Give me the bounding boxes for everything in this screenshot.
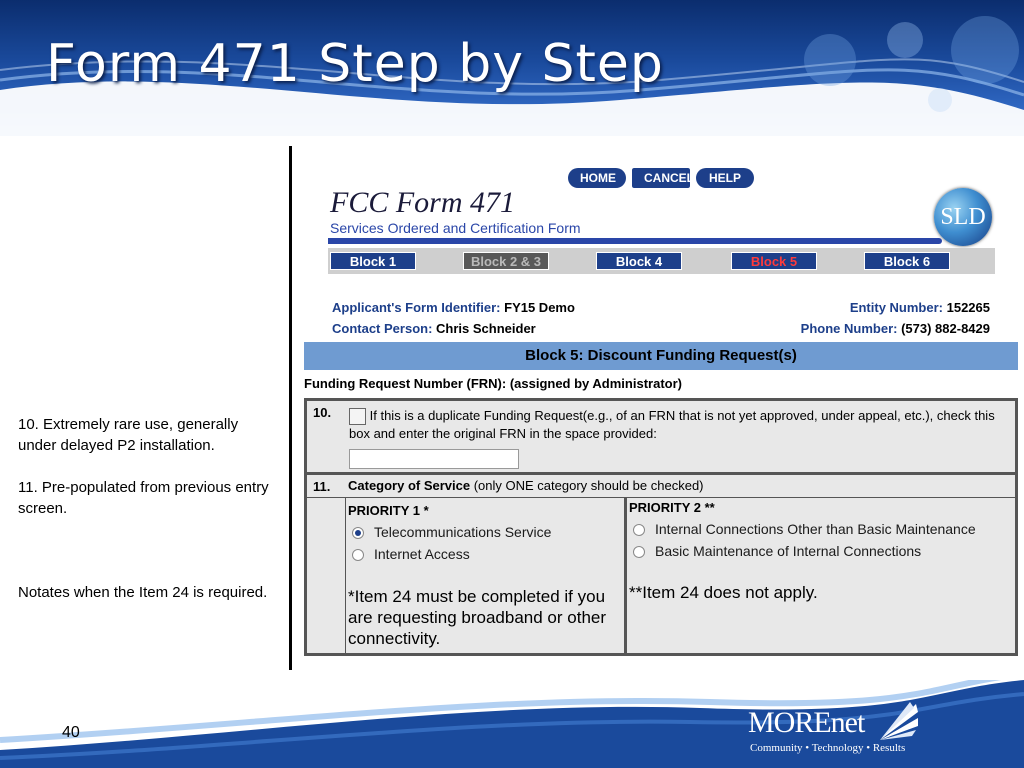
tab-block-2-3: Block 2 & 3 [463,252,549,270]
home-button[interactable]: HOME [568,168,626,188]
option-label: Basic Maintenance of Internal Connections [655,543,922,559]
morenet-logo [748,700,948,760]
priority-2-note: **Item 24 does not apply. [629,583,818,602]
help-button[interactable]: HELP [696,168,754,188]
page-number: 40 [62,724,80,741]
phone-number-label: Phone Number: [800,321,898,336]
priority-1-title: PRIORITY 1 * [348,503,429,518]
option-label: Internal Connections Other than Basic Maintenance [655,521,976,537]
radio-selected-icon[interactable] [352,527,364,539]
slide-header [0,0,1024,136]
note-item-10: 10. Extremely rare use, generally under delayed P2 installation. [18,416,239,454]
entity-number [850,300,990,315]
item-11-number-spacer [307,498,345,653]
title-rule [328,238,942,244]
frn-label: Funding Request Number (FRN): (assigned by Administrator) [304,376,682,391]
item-10-cell [345,401,1015,472]
entity-number-value: 152265 [946,300,990,315]
applicant-identifier-label: Applicant's Form Identifier: [332,300,501,315]
notes [18,414,280,603]
sld-logo: SLD [934,188,992,246]
cancel-button[interactable]: CANCEL [632,168,690,188]
entity-number-label: Entity Number: [849,300,943,315]
applicant-identifier [332,300,575,315]
contact-person-value: Chris Schneider [436,321,536,336]
radio-icon[interactable] [633,524,645,536]
contact-person [332,321,536,336]
block-tabs [328,248,995,274]
original-frn-input[interactable] [349,449,519,469]
category-of-service-label: Category of Service [348,478,471,493]
form-title: FCC Form 471 [330,186,516,219]
tab-block-4[interactable]: Block 4 [596,252,682,270]
priority-1-cell [346,498,624,653]
option-label: Telecommunications Service [374,524,552,540]
priority-2-cell [627,498,1015,653]
contact-person-label: Contact Person: [332,321,433,336]
note-item-11: 11. Pre-populated from previous entry screen. [18,479,269,517]
category-of-service-hint: (only ONE category should be checked) [470,478,704,493]
item-10-text: If this is a duplicate Funding Request(e.g., of an FRN that is not yet approved, under appeal, etc.), check this box and enter the original FRN in the space provided: [349,408,995,442]
tab-block-5[interactable]: Block 5 [731,252,817,270]
tab-block-1[interactable]: Block 1 [330,252,416,270]
logo-tagline: Community • Technology • Results [750,742,906,754]
priority-1-note: *Item 24 must be completed if you are requesting broadband or other connectivity. [348,587,607,648]
phone-number-value: (573) 882-8429 [901,321,990,336]
slide-title: Form 471 Step by Step [46,34,664,94]
logo-fan-icon [876,700,920,744]
option-internet-access[interactable] [352,546,470,562]
item-10-text-row [349,407,999,443]
radio-icon[interactable] [633,546,645,558]
applicant-identifier-value: FY15 Demo [504,300,575,315]
item-11-number: 11. [307,475,345,497]
option-telecommunications-service[interactable] [352,524,551,540]
form-panel [304,164,1018,664]
block-5-header: Block 5: Discount Funding Request(s) [304,342,1018,370]
item-11-header [345,475,1015,497]
tab-block-6[interactable]: Block 6 [864,252,950,270]
radio-icon[interactable] [352,549,364,561]
duplicate-frn-checkbox[interactable] [349,408,366,425]
logo-name: MOREnet [748,706,865,739]
form-table [304,398,1018,656]
note-item-24: Notates when the Item 24 is required. [18,584,268,601]
priority-2-title: PRIORITY 2 ** [629,500,715,515]
option-label: Internet Access [374,546,470,562]
item-10-number: 10. [307,401,345,472]
option-internal-connections[interactable] [633,521,976,537]
option-basic-maintenance[interactable] [633,543,921,559]
phone-number [801,321,990,336]
form-subtitle: Services Ordered and Certification Form [330,220,581,236]
vertical-divider [289,146,292,670]
